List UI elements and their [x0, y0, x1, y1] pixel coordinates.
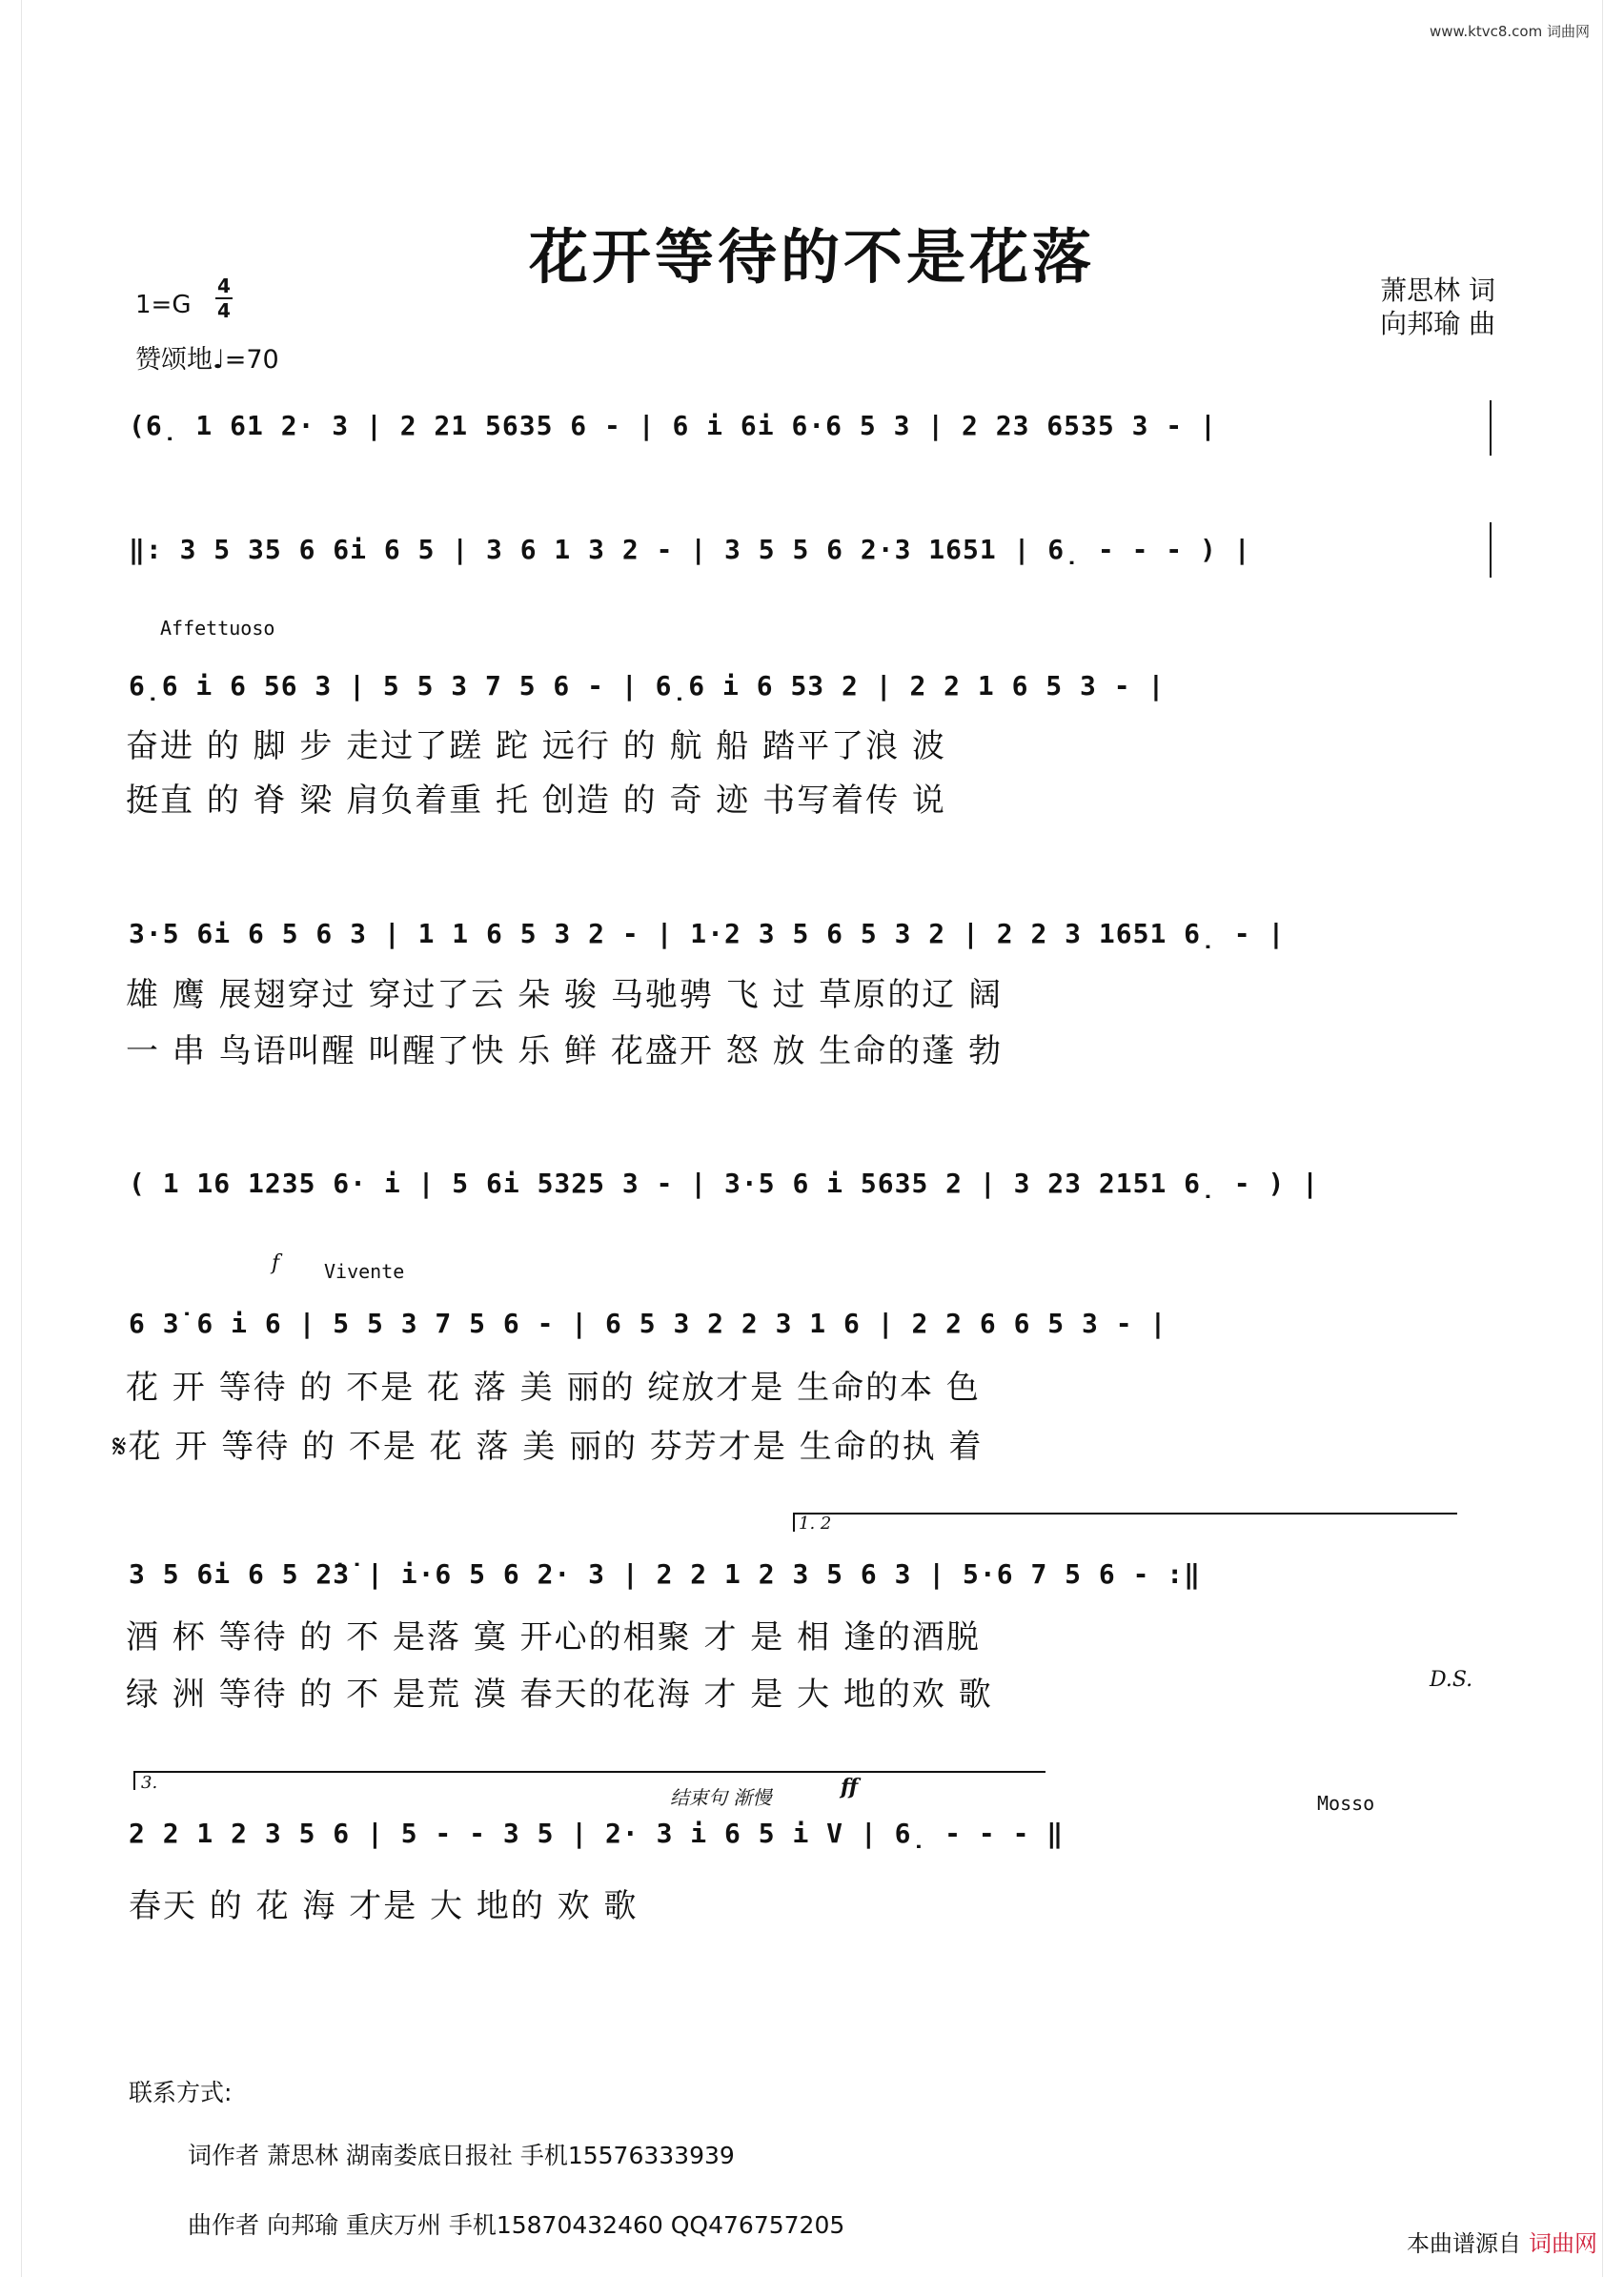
lyric-line-6a: 花 开 等待 的 不是 花 落 美 丽的 绽放才是 生命的本 色: [126, 1369, 981, 1407]
affettuoso-term: Affettuoso: [160, 617, 275, 640]
notation-line-1: (6̣ 1 61 2· 3 | 2 21 5635 6 - | 6 i 6i 6·6 5 3 | 2 23 6535 3 - |: [129, 410, 1217, 441]
time-signature-top: 4: [217, 274, 231, 297]
volta-bracket-3: [133, 1771, 1045, 1790]
notation-line-6: 6 3̇ 6 i 6 | 5 5 3 7 5 6 - | 6 5 3 2 2 3 1 6 | 2 2 6 6 5 3 - |: [129, 1308, 1167, 1339]
page-title: 花开等待的不是花落: [528, 222, 1095, 292]
lyric-line-3a: 奋进 的 脚 步 走过了蹉 跎 远行 的 航 船 踏平了浪 波: [126, 727, 946, 765]
lyric-line-4b: 一 串 鸟语叫醒 叫醒了快 乐 鲜 花盛开 怒 放 生命的蓬 勃: [126, 1032, 1004, 1070]
fortissimo-dynamic: ff: [841, 1775, 859, 1799]
lyricist-credit: 萧思林 词: [1380, 274, 1495, 306]
footer-text: 本曲谱源自: [1407, 2230, 1521, 2257]
volta-bracket-1-2: [793, 1513, 1457, 1532]
lyric-line-7b: 绿 洲 等待 的 不 是荒 漠 春天的花海 才 是 大 地的欢 歌: [126, 1676, 993, 1714]
ending-markings: 结束句 渐慢: [670, 1786, 772, 1809]
notation-line-2: ‖: 3 5 35 6 6i 6 5 | 3 6 1 3 2 - | 3 5 5 6 2·3 1651 | 6̣ - - - ) |: [129, 534, 1251, 565]
lyric-line-8: 春天 的 花 海 才是 大 地的 欢 歌: [129, 1887, 639, 1925]
vivente-term: Vivente: [324, 1260, 405, 1283]
ds-marking: D.S.: [1430, 1668, 1473, 1692]
time-signature: [215, 274, 233, 322]
lyric-line-4a: 雄 鹰 展翅穿过 穿过了云 朵 骏 马驰骋 飞 过 草原的辽 阔: [126, 976, 1004, 1014]
lyric-line-3b: 挺直 的 脊 梁 肩负着重 托 创造 的 奇 迹 书写着传 说: [126, 782, 946, 820]
forte-dynamic: f: [272, 1251, 280, 1275]
lyric-line-7a: 酒 杯 等待 的 不 是落 寞 开心的相聚 才 是 相 逢的酒脱: [126, 1618, 981, 1657]
tempo-marking: 赞颂地♩=70: [135, 345, 279, 375]
barline: [1490, 400, 1492, 456]
mosso-term: Mosso: [1317, 1792, 1375, 1815]
notation-line-4: 3·5 6i 6 5 6 3 | 1 1 6 5 3 2 - | 1·2 3 5 6 5 3 2 | 2 2 3 1651 6̣ - |: [129, 918, 1286, 949]
lyric-line-6b: 𝄋花 开 等待 的 不是 花 落 美 丽的 芬芳才是 生命的执 着: [112, 1428, 984, 1466]
notation-line-5: ( 1 16 1235 6· i | 5 6i 5325 3 - | 3·5 6 i 5635 2 | 3 23 2151 6̣ - ) |: [129, 1168, 1320, 1199]
notation-line-8: 2 2 1 2 3 5 6 | 5 - - 3 5 | 2· 3 i 6 5 i V | 6̣ - - - ‖: [129, 1818, 1065, 1849]
right-margin-strip: [1602, 0, 1624, 2277]
contact-label: 联系方式:: [129, 2079, 233, 2106]
watermark-top: www.ktvc8.com 词曲网: [1429, 23, 1590, 40]
footer-source: [1407, 2225, 1597, 2258]
key-signature: 1=G: [135, 291, 192, 319]
left-margin-strip: [0, 0, 22, 2277]
composer-contact: 曲作者 向邦瑜 重庆万州 手机15870432460 QQ476757205: [188, 2211, 845, 2239]
footer-brand-link[interactable]: 词曲网: [1529, 2230, 1597, 2257]
notation-line-3: 6̣6 i 6 56 3 | 5 5 3 7 5 6 - | 6̣6 i 6 53 2 | 2 2 1 6 5 3 - |: [129, 670, 1166, 701]
barline: [1490, 522, 1492, 578]
composer-credit: 向邦瑜 曲: [1380, 308, 1495, 339]
notation-line-7: 3 5 6i 6 5 2̇3̇ | i·6 5 6 2· 3 | 2 2 1 2 3 5 6 3 | 5·6 7 5 6 - :‖: [129, 1558, 1202, 1590]
time-signature-bottom: 4: [217, 299, 231, 322]
lyricist-contact: 词作者 萧思林 湖南娄底日报社 手机15576333939: [188, 2142, 735, 2169]
volta-label-1-2: 1. 2: [799, 1514, 832, 1534]
volta-label-3: 3.: [141, 1773, 158, 1793]
